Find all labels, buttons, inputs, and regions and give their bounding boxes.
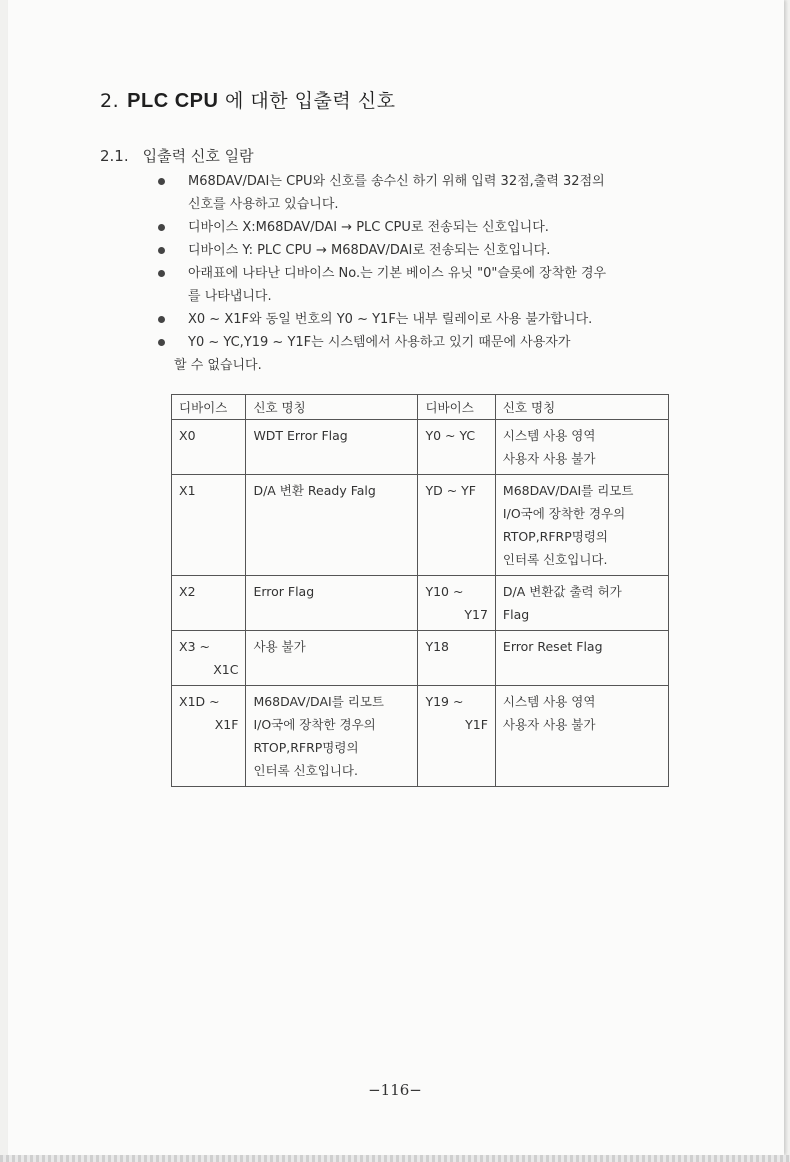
cell-line: WDT Error Flag — [253, 428, 348, 443]
bullet-line: 신호를 사용하고 있습니다. — [188, 197, 339, 212]
cell-line: Flag — [502, 607, 530, 622]
y-signal-cell — [495, 631, 668, 686]
header-y-signal: 신호 명칭 — [495, 395, 668, 420]
x-device-cell — [172, 686, 246, 787]
cell-line: Y0 ~ YC — [425, 428, 476, 443]
y-signal-cell — [495, 576, 668, 631]
cell-line: YD ~ YF — [425, 483, 476, 498]
bullet-line: 를 나타냅니다. — [188, 289, 272, 304]
cell-line: 인터록 신호입니다. — [253, 763, 358, 778]
section-title-bold: PLC CPU — [127, 90, 219, 112]
table-header-row — [172, 395, 669, 420]
bullet-dot-icon — [158, 339, 165, 346]
bullet-dot-icon — [158, 270, 165, 277]
y-signal-cell — [495, 686, 668, 787]
y-device-cell — [418, 686, 495, 787]
section-title — [100, 86, 395, 113]
cell-line: X3 ~ — [179, 639, 210, 654]
cell-line: 시스템 사용 영역 — [502, 428, 596, 443]
bullet-item — [155, 239, 675, 262]
cell-line: 시스템 사용 영역 — [502, 694, 596, 709]
bullet-item — [155, 262, 675, 308]
bullet-dot-icon — [158, 224, 165, 231]
y-device-cell — [418, 420, 495, 475]
cell-line: Y10 ~ — [425, 584, 464, 599]
y-device-cell — [418, 576, 495, 631]
subsection-text: 입출력 신호 일람 — [142, 147, 254, 165]
bullet-list — [155, 170, 675, 377]
x-signal-cell — [246, 475, 418, 576]
table-row — [172, 420, 669, 475]
bullet-line: X0 ~ X1F와 동일 번호의 Y0 ~ Y1F는 내부 릴레이로 사용 불가합니다. — [188, 312, 593, 327]
cell-line: D/A 변환값 출력 허가 — [502, 584, 622, 599]
table-row — [172, 631, 669, 686]
y-device-cell — [418, 631, 495, 686]
cell-line: D/A 변환 Ready Falg — [253, 483, 376, 498]
subsection-title — [100, 145, 254, 166]
header-y-device: 디바이스 — [418, 395, 495, 420]
bullet-item — [155, 331, 675, 377]
cell-line: I/O국에 장착한 경우의 — [502, 506, 626, 521]
cell-line: 사용자 사용 불가 — [502, 717, 596, 732]
cell-line: Y19 ~ — [425, 694, 464, 709]
x-signal-cell — [246, 420, 418, 475]
x-signal-cell — [246, 686, 418, 787]
bullet-dot-icon — [158, 316, 165, 323]
page-bottom-edge — [0, 1155, 790, 1162]
cell-line: RTOP,RFRP명령의 — [253, 740, 359, 755]
cell-line: Y1F — [465, 717, 488, 732]
x-device-cell — [172, 475, 246, 576]
cell-line: X2 — [179, 584, 196, 599]
y-device-cell — [418, 475, 495, 576]
x-device-cell — [172, 420, 246, 475]
x-device-cell — [172, 631, 246, 686]
io-signal-table — [171, 394, 669, 787]
subsection-number: 2.1. — [100, 147, 129, 165]
header-x-device: 디바이스 — [172, 395, 246, 420]
bullet-item — [155, 216, 675, 239]
cell-line: M68DAV/DAI를 리모트 — [502, 483, 634, 498]
cell-line: Error Reset Flag — [502, 639, 603, 654]
cell-line: RTOP,RFRP명령의 — [502, 529, 609, 544]
bullet-line: M68DAV/DAI는 CPU와 신호를 송수신 하기 위해 입력 32점,출력 32점의 — [188, 174, 605, 189]
section-title-rest: 에 대한 입출력 신호 — [224, 90, 396, 112]
x-signal-cell — [246, 576, 418, 631]
bullet-dot-icon — [158, 178, 165, 185]
cell-line: X1D ~ — [179, 694, 220, 709]
y-signal-cell — [495, 475, 668, 576]
bullet-line: Y0 ~ YC,Y19 ~ Y1F는 시스템에서 사용하고 있기 때문에 사용자가 — [188, 335, 571, 350]
bullet-line: 아래표에 나타난 디바이스 No.는 기본 베이스 유닛 "0"슬롯에 장착한 경우 — [188, 266, 607, 281]
table-row — [172, 576, 669, 631]
cell-line: X1 — [179, 483, 196, 498]
page-number: −116− — [368, 1081, 422, 1099]
cell-line: X0 — [179, 428, 196, 443]
cell-line: Y18 — [425, 639, 450, 654]
table-row — [172, 475, 669, 576]
x-signal-cell — [246, 631, 418, 686]
cell-line: Error Flag — [253, 584, 315, 599]
bullet-item — [155, 308, 675, 331]
cell-line: M68DAV/DAI를 리모트 — [253, 694, 384, 709]
cell-line: 사용 불가 — [253, 639, 306, 654]
bullet-line: 디바이스 Y: PLC CPU → M68DAV/DAI로 전송되는 신호입니다. — [188, 243, 551, 258]
section-number: 2. — [100, 90, 120, 112]
table-row — [172, 686, 669, 787]
cell-line: Y17 — [464, 607, 488, 622]
bullet-dot-icon — [158, 247, 165, 254]
cell-line: X1F — [214, 717, 239, 732]
x-device-cell — [172, 576, 246, 631]
cell-line: 인터록 신호입니다. — [502, 552, 608, 567]
bullet-line: 디바이스 X:M68DAV/DAI → PLC CPU로 전송되는 신호입니다. — [188, 220, 549, 235]
y-signal-cell — [495, 420, 668, 475]
cell-line: I/O국에 장착한 경우의 — [253, 717, 376, 732]
header-x-signal: 신호 명칭 — [246, 395, 418, 420]
bullet-line: 할 수 없습니다. — [174, 358, 262, 373]
cell-line: X1C — [213, 662, 239, 677]
bullet-item — [155, 170, 675, 216]
cell-line: 사용자 사용 불가 — [502, 451, 596, 466]
